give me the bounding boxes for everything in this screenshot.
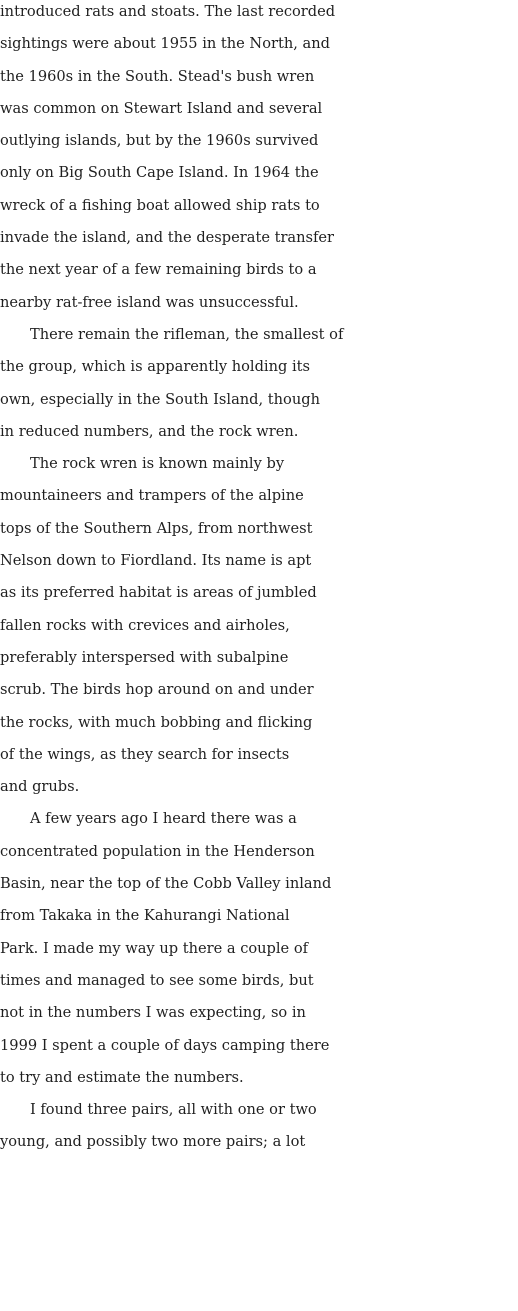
text-line: preferably interspersed with subalpine [0,648,289,666]
text-line: in reduced numbers, and the rock wren. [0,422,299,440]
text-line: the next year of a few remaining birds to a [0,261,317,279]
text-line: concentrated population in the Henderson [0,842,315,860]
text-line: A few years ago I heard there was a [30,810,297,828]
text-line: 1999 I spent a couple of days camping there [0,1036,330,1054]
text-line: introduced rats and stoats. The last recorded [0,3,336,20]
paragraph-3 [0,448,518,803]
text-line: There remain the rifleman, the smallest of [30,325,344,343]
text-line: only on Big South Cape Island. In 1964 the [0,164,319,182]
text-line: the 1960s in the South. Stead's bush wren [0,67,315,85]
text-line: mountaineers and trampers of the alpine [0,487,304,505]
text-line: from Takaka in the Kahurangi National [0,907,290,925]
text-line: not in the numbers I was expecting, so in [0,1004,306,1022]
text-line: invade the island, and the desperate transfer [0,229,335,247]
text-line: young, and possibly two more pairs; a lot [0,1133,306,1151]
text-line: fallen rocks with crevices and airholes, [0,616,290,634]
text-line: I found three pairs, all with one or two [30,1101,317,1119]
paragraph-2 [0,319,518,448]
text-line: scrub. The birds hop around on and under [0,681,314,699]
text-line: wreck of a fishing boat allowed ship rats to [0,196,320,214]
text-line: to try and estimate the numbers. [0,1068,244,1086]
text-line: sightings were about 1955 in the North, and [0,35,330,53]
paragraph-5 [0,1094,518,1159]
text-line: was common on Stewart Island and several [0,99,323,117]
text-line: Basin, near the top of the Cobb Valley inland [0,875,332,893]
text-line: own, especially in the South Island, though [0,390,320,408]
paragraph-4 [0,803,518,1094]
text-line: Park. I made my way up there a couple of [0,939,309,957]
text-line: outlying islands, but by the 1960s survived [0,132,319,150]
text-line: times and managed to see some birds, but [0,971,314,989]
text-line: of the wings, as they search for insects [0,745,290,763]
text-line: and grubs. [0,778,80,796]
text-line: the rocks, with much bobbing and flicking [0,713,313,731]
text-line: tops of the Southern Alps, from northwest [0,519,313,537]
text-line: Nelson down to Fiordland. Its name is apt [0,552,312,570]
text-line: nearby rat-free island was unsuccessful. [0,293,299,311]
text-line: The rock wren is known mainly by [30,455,285,473]
text-line: the group, which is apparently holding its [0,358,311,376]
text-line: as its preferred habitat is areas of jumbled [0,584,317,602]
paragraph-1 [0,0,518,319]
